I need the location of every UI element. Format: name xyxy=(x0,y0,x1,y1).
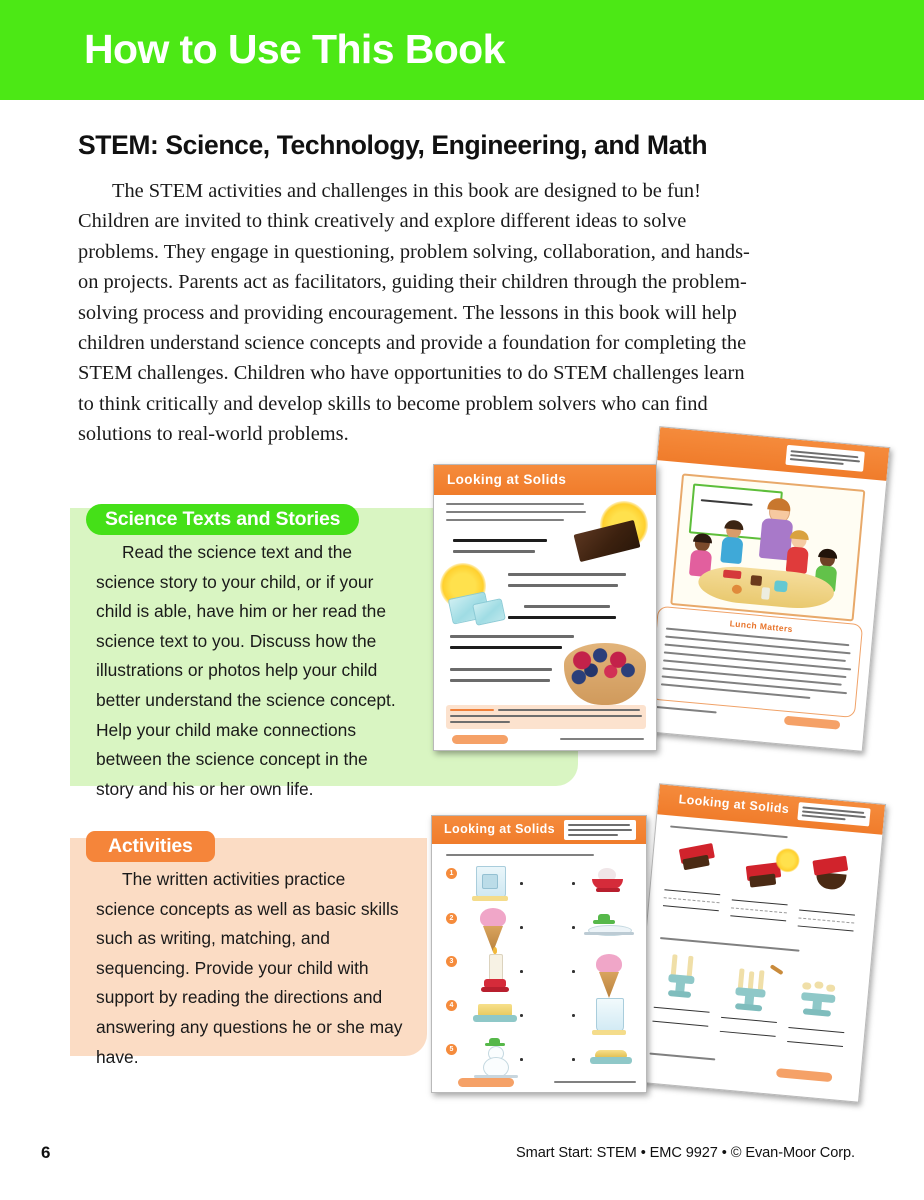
callout-science-texts-label: Science Texts and Stories xyxy=(86,504,359,535)
match-dot[interactable] xyxy=(520,970,523,973)
match-dot[interactable] xyxy=(572,1058,575,1061)
food-item xyxy=(774,580,788,592)
chocolate-bar-image xyxy=(745,863,781,888)
item-number: 1 xyxy=(446,868,457,879)
item-number: 5 xyxy=(446,1044,457,1055)
callout-science-texts-body: Read the science text and the science story to your child, or if your child is able, have him or her read the science text to you. Discuss how the illustrations or photos help your child better understand the science concept. Help your child make connections between the science concept in the story and his or her own life. xyxy=(96,542,396,799)
match-dot[interactable] xyxy=(520,1058,523,1061)
worksheet-parent-note xyxy=(446,705,646,729)
worksheet-directions-top xyxy=(670,825,788,838)
chocolate-bar-image xyxy=(574,520,641,562)
ice-cube-image xyxy=(472,598,506,626)
match-dot[interactable] xyxy=(520,926,523,929)
story-title: Lunch Matters xyxy=(729,618,794,635)
worksheet-thumbnail-story xyxy=(632,426,891,752)
worksheet-title: Looking at Solids xyxy=(447,472,567,487)
worksheet-page-button xyxy=(776,1068,833,1082)
worksheet-title: Looking at Solids xyxy=(678,792,790,817)
worksheet-thumbnail-matching xyxy=(431,815,647,1093)
worksheet-title: Looking at Solids xyxy=(444,822,555,836)
worksheet-directions xyxy=(446,503,584,505)
worksheet-page-button xyxy=(458,1078,514,1087)
page-banner xyxy=(0,0,924,100)
food-item xyxy=(750,575,762,586)
callout-activities-label: Activities xyxy=(86,831,215,862)
page-title: How to Use This Book xyxy=(84,26,505,72)
footer-credit: Smart Start: STEM • EMC 9927 • © Evan-Moor Corp. xyxy=(516,1145,855,1161)
worksheet-footer-credit xyxy=(560,738,644,740)
match-dot[interactable] xyxy=(572,1014,575,1017)
berries-bowl-image xyxy=(564,643,646,705)
match-dot[interactable] xyxy=(572,970,575,973)
worksheet-thumbnail-tracing xyxy=(632,783,886,1102)
item-number: 2 xyxy=(446,913,457,924)
story-illustration xyxy=(670,473,865,621)
match-dot[interactable] xyxy=(572,926,575,929)
worksheet-directions xyxy=(446,854,594,856)
match-dot[interactable] xyxy=(520,882,523,885)
callout-activities-body: The written activities practice science concepts as well as basic skills such as writing, matching, and sequencing. Provide your child with support by reading the directions and answering any questions he or she may have. xyxy=(96,869,403,1067)
ice-in-glass-image xyxy=(476,866,506,898)
match-dot[interactable] xyxy=(572,882,575,885)
item-number: 3 xyxy=(446,956,457,967)
food-item xyxy=(761,587,770,600)
food-item xyxy=(723,570,742,580)
chocolate-bar-image xyxy=(679,844,715,869)
worksheet-directions-bottom xyxy=(660,937,800,952)
item-number: 4 xyxy=(446,1000,457,1011)
worksheet-thumbnail-science-text xyxy=(433,464,657,751)
worksheet-footer-credit xyxy=(554,1081,636,1083)
worksheet-footer-credit xyxy=(649,1053,715,1061)
melted-chocolate-image xyxy=(811,857,848,891)
story-text-box xyxy=(650,606,864,718)
match-dot[interactable] xyxy=(520,1014,523,1017)
worksheet-page-button xyxy=(452,735,508,744)
glass-of-water-image xyxy=(596,998,624,1032)
intro-paragraph: The STEM activities and challenges in this book are designed to be fun! Children are invited to think creatively and explore different ideas to solve problems. They engage in questioning, problem solving, collaboration, and hands-on projects. Parents act as facilitators, guiding their children through the problem-solving process and providing encouragement. The lessons in this book will help children understand science concepts and provide a foundation for completing the STEM challenges. Children who have opportunities to do STEM challenges learn to think critically and develop skills to become problem solvers who can find solutions to real-world problems. xyxy=(78,180,750,446)
section-heading: STEM: Science, Technology, Engineering, and Math xyxy=(78,130,708,160)
page-number: 6 xyxy=(41,1143,51,1162)
worksheet-page-button xyxy=(784,716,841,730)
worksheet-instruction-box xyxy=(564,820,636,840)
